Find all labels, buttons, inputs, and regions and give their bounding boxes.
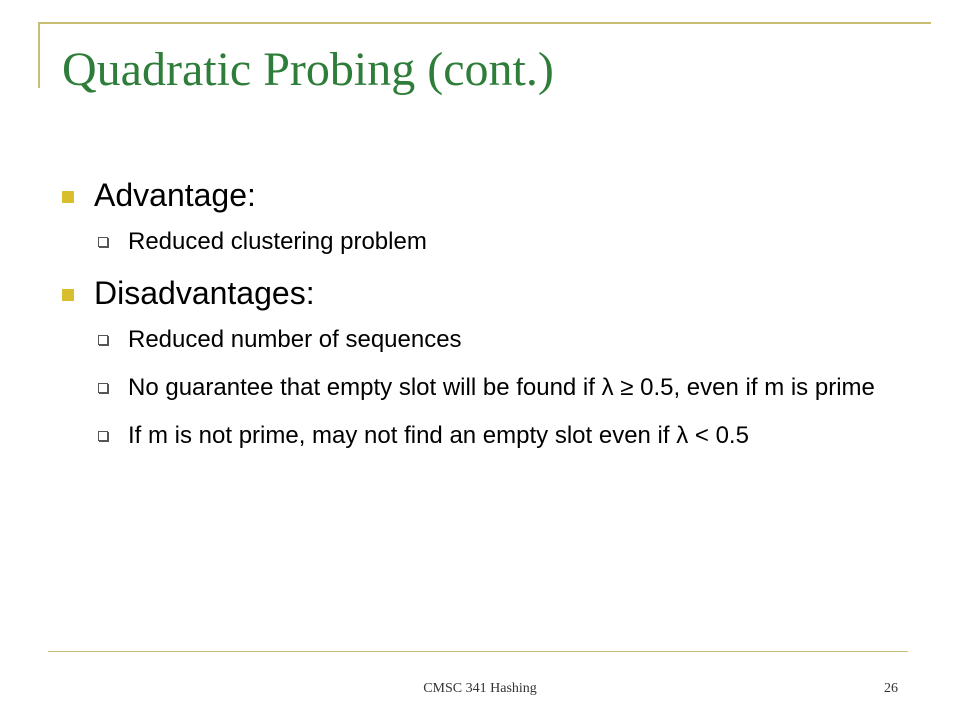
footer-divider (48, 651, 908, 652)
advantage-heading: Advantage: (94, 177, 256, 213)
disadvantage-item-text: Reduced number of sequences (128, 326, 462, 353)
slide-title: Quadratic Probing (cont.) (62, 43, 554, 96)
disadvantage-item-text: If m is not prime, may not find an empty slot even if λ < 0.5 (128, 422, 749, 449)
disadvantage-item (56, 324, 886, 355)
slide-content (56, 176, 886, 468)
hollow-square-icon (98, 335, 108, 345)
disadvantages-heading-item (56, 274, 886, 312)
filled-square-icon (62, 191, 74, 203)
page-number: 26 (884, 681, 898, 696)
advantage-item (56, 226, 886, 257)
hollow-square-icon (98, 383, 108, 393)
slide-frame-left-line (38, 22, 40, 88)
hollow-square-icon (98, 431, 108, 441)
advantage-heading-item (56, 176, 886, 214)
filled-square-icon (62, 289, 74, 301)
slide-frame-top-line (38, 22, 931, 24)
disadvantage-item (56, 420, 886, 451)
advantage-item-text: Reduced clustering problem (128, 228, 427, 255)
footer-title: CMSC 341 Hashing (423, 681, 537, 696)
disadvantages-heading: Disadvantages: (94, 275, 315, 311)
disadvantage-item-text: No guarantee that empty slot will be found if λ ≥ 0.5, even if m is prime (128, 374, 875, 401)
hollow-square-icon (98, 237, 108, 247)
disadvantage-item (56, 372, 886, 403)
